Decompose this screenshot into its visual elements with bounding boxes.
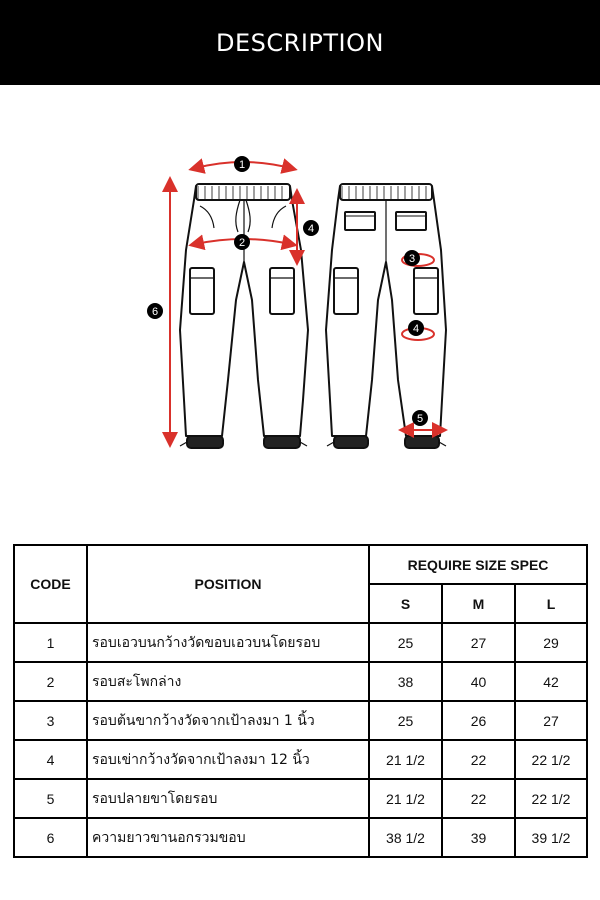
row-size-s: 25 <box>369 701 442 740</box>
row-position: ความยาวขานอกรวมขอบ <box>87 818 369 857</box>
row-size-s: 38 1/2 <box>369 818 442 857</box>
svg-text:6: 6 <box>151 306 159 318</box>
row-position: รอบต้นขากว้างวัดจากเป้าลงมา 1 นิ้ว <box>87 701 369 740</box>
row-size-l: 22 1/2 <box>515 779 587 818</box>
marker-2 <box>234 234 250 250</box>
marker-5 <box>412 410 428 426</box>
table-row <box>14 662 587 701</box>
table-row <box>14 818 587 857</box>
row-size-m: 40 <box>442 662 515 701</box>
table-row <box>14 701 587 740</box>
svg-text:3: 3 <box>408 253 416 265</box>
front-pants-drawing <box>180 184 308 448</box>
row-size-s: 25 <box>369 623 442 662</box>
marker-6 <box>147 303 163 319</box>
row-size-m: 26 <box>442 701 515 740</box>
svg-text:4: 4 <box>412 323 420 335</box>
size-header-l: L <box>515 584 587 623</box>
row-code: 2 <box>14 662 87 701</box>
code-header: CODE <box>14 545 87 623</box>
svg-text:1: 1 <box>238 159 246 171</box>
row-size-l: 42 <box>515 662 587 701</box>
row-size-l: 27 <box>515 701 587 740</box>
size-header-s: S <box>369 584 442 623</box>
marker-4-back <box>408 320 424 336</box>
row-code: 4 <box>14 740 87 779</box>
row-size-s: 21 1/2 <box>369 740 442 779</box>
row-size-l: 22 1/2 <box>515 740 587 779</box>
marker-3 <box>404 250 420 266</box>
row-position: รอบสะโพกล่าง <box>87 662 369 701</box>
table-row <box>14 740 587 779</box>
page-header <box>0 0 600 85</box>
row-position: รอบเอวบนกว้างวัดขอบเอวบนโดยรอบ <box>87 623 369 662</box>
row-size-m: 22 <box>442 740 515 779</box>
row-size-s: 38 <box>369 662 442 701</box>
row-size-l: 29 <box>515 623 587 662</box>
row-size-m: 27 <box>442 623 515 662</box>
row-position: รอบปลายขาโดยรอบ <box>87 779 369 818</box>
marker-1 <box>234 156 250 172</box>
table-row <box>14 779 587 818</box>
row-position: รอบเข่ากว้างวัดจากเป้าลงมา 12 นิ้ว <box>87 740 369 779</box>
require-size-spec-header: REQUIRE SIZE SPEC <box>369 545 587 584</box>
page-title: DESCRIPTION <box>216 28 384 57</box>
svg-text:4: 4 <box>307 223 315 235</box>
row-code: 3 <box>14 701 87 740</box>
row-size-s: 21 1/2 <box>369 779 442 818</box>
row-code: 1 <box>14 623 87 662</box>
position-header: POSITION <box>87 545 369 623</box>
svg-text:5: 5 <box>416 413 424 425</box>
marker-4-front <box>303 220 319 236</box>
table-row <box>14 623 587 662</box>
back-pants-drawing <box>326 184 446 448</box>
row-code: 5 <box>14 779 87 818</box>
pants-measurement-diagram <box>0 85 600 535</box>
size-spec-table <box>13 544 588 858</box>
size-header-m: M <box>442 584 515 623</box>
svg-text:2: 2 <box>238 237 246 249</box>
row-size-m: 39 <box>442 818 515 857</box>
table-header-row <box>14 545 587 584</box>
row-code: 6 <box>14 818 87 857</box>
row-size-l: 39 1/2 <box>515 818 587 857</box>
row-size-m: 22 <box>442 779 515 818</box>
